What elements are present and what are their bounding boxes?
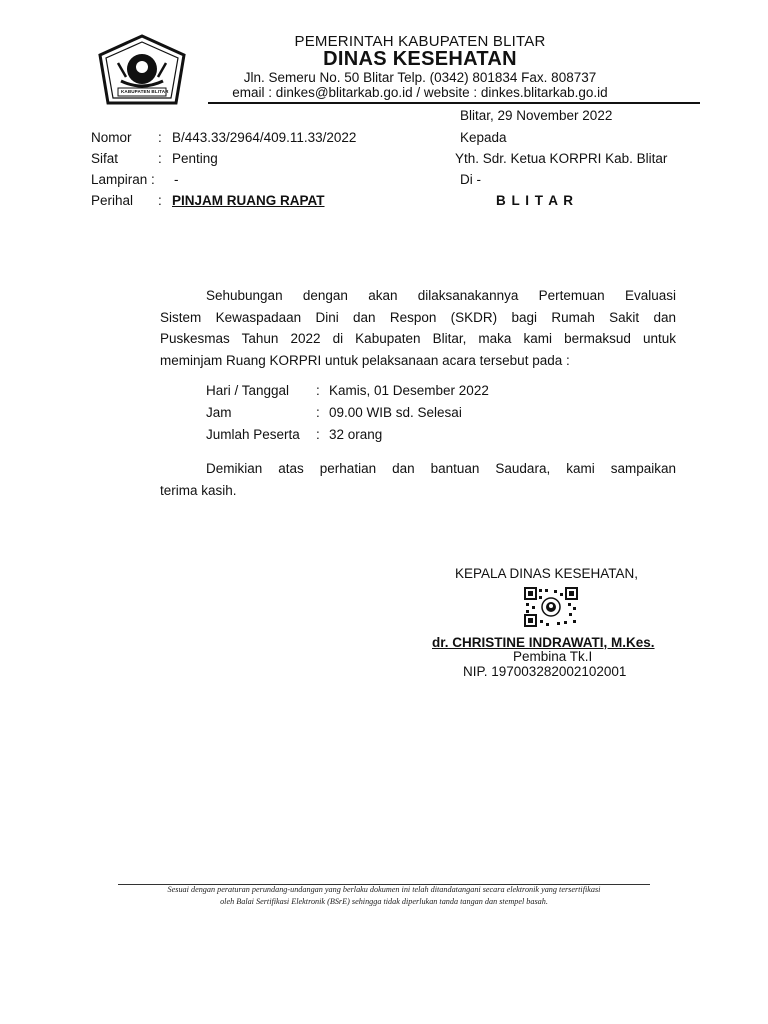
meta-sep: : <box>158 193 162 208</box>
signature-position: KEPALA DINAS KESEHATAN, <box>455 566 639 581</box>
body-line: meminjam Ruang KORPRI untuk pelaksanaan acara tersebut pada : <box>160 352 570 368</box>
detail-sep: : <box>316 427 320 442</box>
logo-caption: KABUPATEN BLITAR <box>121 89 169 94</box>
detail-sep: : <box>316 383 320 398</box>
body-line: Puskesmas Tahun 2022 di Kabupaten Blitar, maka kami bermaksud untuk <box>160 331 676 346</box>
body-line: terima kasih. <box>160 482 237 498</box>
recipient-di: Di - <box>460 172 481 187</box>
body-paragraph-1 <box>160 285 676 371</box>
letterhead-divider <box>208 102 700 104</box>
signatory-name: dr. CHRISTINE INDRAWATI, M.Kes. <box>432 635 655 650</box>
footer-line-1: Sesuai dengan peraturan perundang-undangan yang berlaku dokumen ini telah ditandatangani secara elektronik yang tersertifikasi <box>167 885 601 894</box>
meta-value-sifat: Penting <box>172 151 218 166</box>
recipient-yth: Yth. Sdr. Ketua KORPRI Kab. Blitar <box>455 151 668 166</box>
meta-label-sifat: Sifat <box>91 151 119 166</box>
signatory-rank: Pembina Tk.I <box>513 649 593 664</box>
government-name: PEMERINTAH KABUPATEN BLITAR <box>294 33 546 50</box>
body-paragraph-2 <box>160 458 676 501</box>
agency-contact: email : dinkes@blitarkab.go.id / website : dinkes.blitarkab.go.id <box>232 85 608 100</box>
detail-value: Kamis, 01 Desember 2022 <box>329 383 489 398</box>
body-line: Demikian atas perhatian dan bantuan Saudara, kami sampaikan <box>206 461 676 476</box>
detail-label: Jumlah Peserta <box>206 427 300 442</box>
meta-value-perihal: PINJAM RUANG RAPAT <box>172 193 325 208</box>
signatory-nip: NIP. 197003282002102001 <box>463 664 627 679</box>
detail-value: 32 orang <box>329 427 383 442</box>
recipient-kepada: Kepada <box>460 130 507 145</box>
meta-value-lampiran: - <box>174 172 179 187</box>
recipient-city: B L I T A R <box>496 193 574 208</box>
pemkab-blitar-emblem-icon <box>96 33 188 107</box>
detail-label: Hari / Tanggal <box>206 383 290 398</box>
meta-sep: : <box>158 130 162 145</box>
detail-value: 09.00 WIB sd. Selesai <box>329 405 462 420</box>
qr-code-with-emblem-icon <box>524 587 578 627</box>
body-line: Sistem Kewaspadaan Dini dan Respon (SKDR) bagi Rumah Sakit dan <box>160 309 676 325</box>
agency-name: DINAS KESEHATAN <box>323 48 517 70</box>
meta-label-perihal: Perihal <box>91 193 134 208</box>
body-line: Sehubungan dengan akan dilaksanakannya Pertemuan Evaluasi <box>206 288 676 303</box>
footer-line-2: oleh Balai Sertifikasi Elektronik (BSrE) sehingga tidak diperlukan tanda tangan dan stempel basah. <box>220 897 548 906</box>
place-date: Blitar, 29 November 2022 <box>460 108 613 123</box>
meta-label-lampiran: Lampiran : <box>91 172 155 187</box>
meta-sep: : <box>158 151 162 166</box>
meta-value-nomor: B/443.33/2964/409.11.33/2022 <box>172 130 357 145</box>
meta-label-nomor: Nomor <box>91 130 132 145</box>
detail-label: Jam <box>206 405 232 420</box>
detail-sep: : <box>316 405 320 420</box>
agency-address: Jln. Semeru No. 50 Blitar Telp. (0342) 801834 Fax. 808737 <box>243 70 597 85</box>
